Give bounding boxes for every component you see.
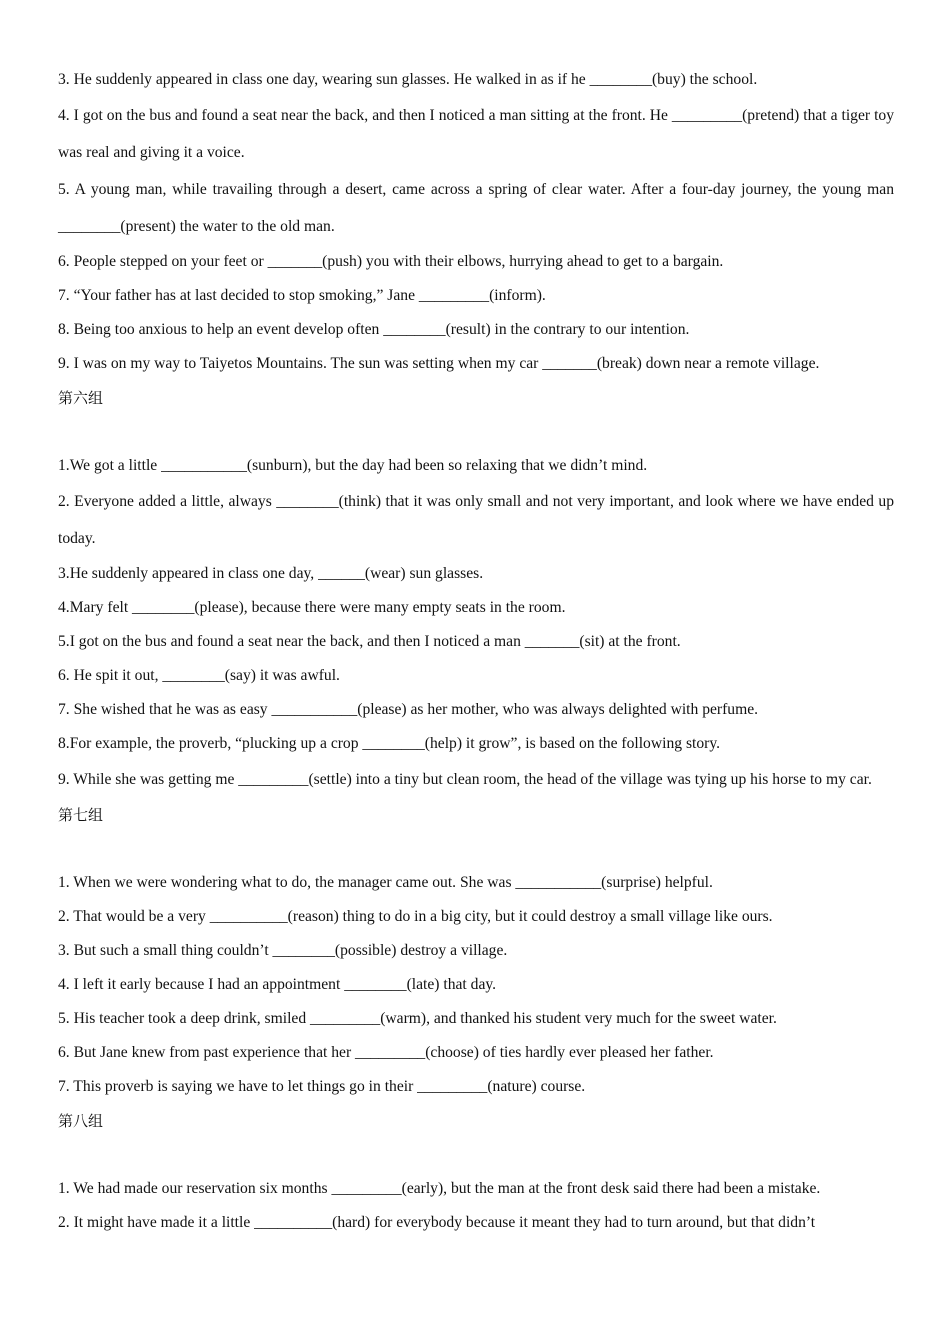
exercise-item: 5.I got on the bus and found a seat near the back, and then I noticed a man _______(sit) at the front. xyxy=(58,633,681,650)
exercise-item: 9. While she was getting me _________(settle) into a tiny but clean room, the head of the village was tying up his horse to my car. xyxy=(58,771,872,788)
exercise-item: 6. People stepped on your feet or _______(push) you with their elbows, hurrying ahead to get to a bargain. xyxy=(58,253,724,270)
exercise-item: 3. But such a small thing couldn’t ________(possible) destroy a village. xyxy=(58,942,508,959)
exercise-item: 7. “Your father has at last decided to stop smoking,” Jane _________(inform). xyxy=(58,287,546,304)
spacer xyxy=(58,1138,894,1172)
exercise-item: 8. Being too anxious to help an event develop often ________(result) in the contrary to our intention. xyxy=(58,321,690,338)
exercise-item: 1.We got a little ___________(sunburn), but the day had been so relaxing that we didn’t mind. xyxy=(58,457,648,474)
exercise-item: 4. I left it early because I had an appointment ________(late) that day. xyxy=(58,976,497,993)
exercise-item: 9. I was on my way to Taiyetos Mountains. The sun was setting when my car _______(break) down near a remote village. xyxy=(58,355,820,372)
group-heading: 第六组 xyxy=(58,389,104,407)
exercise-item: 7. This proverb is saying we have to let things go in their _________(nature) course. xyxy=(58,1078,586,1095)
spacer xyxy=(58,415,894,449)
exercise-item: 8.For example, the proverb, “plucking up a crop ________(help) it grow”, is based on the following story. xyxy=(58,735,721,752)
exercise-item: 4.Mary felt ________(please), because there were many empty seats in the room. xyxy=(58,599,566,616)
spacer xyxy=(58,832,894,866)
group-heading: 第八组 xyxy=(58,1112,104,1130)
document-page xyxy=(58,63,894,1240)
exercise-item: 2. Everyone added a little, always ________(think) that it was only small and not very important, and look where we have ended up today. xyxy=(58,493,894,547)
exercise-item: 5. His teacher took a deep drink, smiled _________(warm), and thanked his student very much for the sweet water. xyxy=(58,1010,777,1027)
exercise-item: 3. He suddenly appeared in class one day, wearing sun glasses. He walked in as if he ________(buy) the school. xyxy=(58,71,758,88)
exercise-item: 2. That would be a very __________(reason) thing to do in a big city, but it could destroy a small village like ours. xyxy=(58,908,773,925)
exercise-item: 1. We had made our reservation six months _________(early), but the man at the front desk said there had been a mistake. xyxy=(58,1180,821,1197)
exercise-item: 6. He spit it out, ________(say) it was awful. xyxy=(58,667,340,684)
exercise-item: 7. She wished that he was as easy ___________(please) as her mother, who was always delighted with perfume. xyxy=(58,701,759,718)
exercise-item: 6. But Jane knew from past experience that her _________(choose) of ties hardly ever pleased her father. xyxy=(58,1044,714,1061)
group-heading: 第七组 xyxy=(58,806,104,824)
exercise-item: 5. A young man, while travailing through a desert, came across a spring of clear water. After a four-day journey, the young man ________(present) the water to the old man. xyxy=(58,181,894,235)
exercise-item: 1. When we were wondering what to do, the manager came out. She was ___________(surprise) helpful. xyxy=(58,874,713,891)
exercise-item: 2. It might have made it a little __________(hard) for everybody because it meant they had to turn around, but that didn’t xyxy=(58,1214,816,1231)
exercise-item: 4. I got on the bus and found a seat near the back, and then I noticed a man sitting at the front. He _________(pretend) that a tiger toy was real and giving it a voice. xyxy=(58,107,894,161)
exercise-item: 3.He suddenly appeared in class one day, ______(wear) sun glasses. xyxy=(58,565,484,582)
